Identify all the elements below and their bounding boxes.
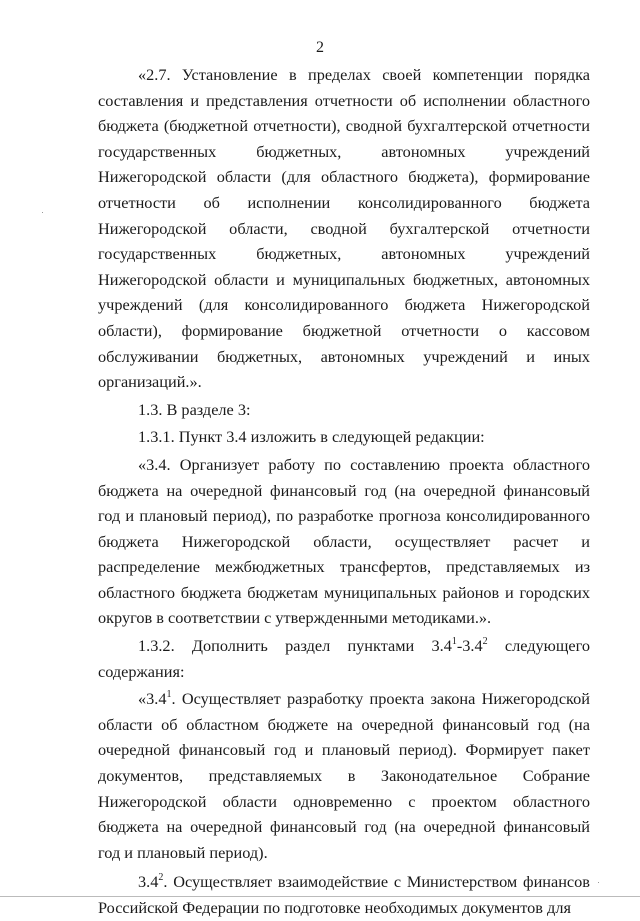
- paragraph-3-4-1-text-b: . Осуществляет разработку проекта закона Нижегородской области об областном бюджете на очередной финансовый год (на очередной финансовый год и плановый период). Формирует пакет документов, представляемых в Законодательное Собрание Нижегородской области одновременно с проектом областного бюджета на очередной финансовый год (на очередной финансовый год и плановый период).: [98, 689, 590, 862]
- paragraph-1-3-2: [98, 633, 590, 684]
- paragraph-3-4: «3.4. Организует работу по составлению проекта областного бюджета на очередной финансовый год (на очередной финансовый год и плановый период), по разработке прогноза консолидированного бюджета Нижегородской области, осуществляет расчет и распределение межбюджетных трансфертов, представляемых из областного бюджета бюджетам муниципальных районов и городских округов в соответствии с утвержденными методиками.».: [98, 454, 590, 628]
- scan-artifact-line: [0, 896, 640, 897]
- paragraph-1-3-2-text-a: 1.3.2. Дополнить раздел пунктами 3.4: [138, 636, 452, 656]
- paragraph-3-4-1: [98, 686, 590, 865]
- paragraph-1-3-1: 1.3.1. Пункт 3.4 изложить в следующей редакции:: [138, 427, 485, 447]
- paragraph-2-7: «2.7. Установление в пределах своей компетенции порядка составления и представления отчетности об исполнении областного бюджета (бюджетной отчетности), сводной бухгалтерской отчетности государственных бюджетных, автономных учреждений Нижегородской области (для областного бюджета), формирование отчетности об исполнении консолидированного бюджета Нижегородской области, сводной бухгалтерской отчетности государственных бюджетных, автономных учреждений Нижегородской области и муниципальных бюджетных, автономных учреждений (для консолидированного бюджета Нижегородской области), формирование бюджетной отчетности о кассовом обслуживании бюджетных, автономных учреждений и иных организаций.».: [98, 65, 590, 392]
- page-number: 2: [316, 39, 324, 56]
- superscript: 2: [158, 871, 164, 883]
- paragraph-1-3-2-text-c: следующего содержания:: [98, 636, 590, 681]
- scan-artifact-dot: [42, 212, 43, 213]
- superscript: 1: [166, 688, 172, 700]
- paragraph-3-4-2: [98, 869, 590, 920]
- superscript: 1: [451, 635, 457, 647]
- paragraph-3-4-1-text-a: «3.4: [138, 689, 167, 709]
- superscript: 2: [482, 635, 488, 647]
- paragraph-3-4-2-text-a: 3.4: [138, 872, 159, 892]
- paragraph-3-4-2-text-b: . Осуществляет взаимодействие с Министерством финансов Российской Федерации по подготовке необходимых документов для: [98, 872, 590, 917]
- document-body: [98, 62, 590, 921]
- scan-artifact-dot: [598, 882, 599, 883]
- paragraph-1-3: 1.3. В разделе 3:: [138, 399, 251, 419]
- paragraph-1-3-2-text-b: -3.4: [456, 636, 483, 656]
